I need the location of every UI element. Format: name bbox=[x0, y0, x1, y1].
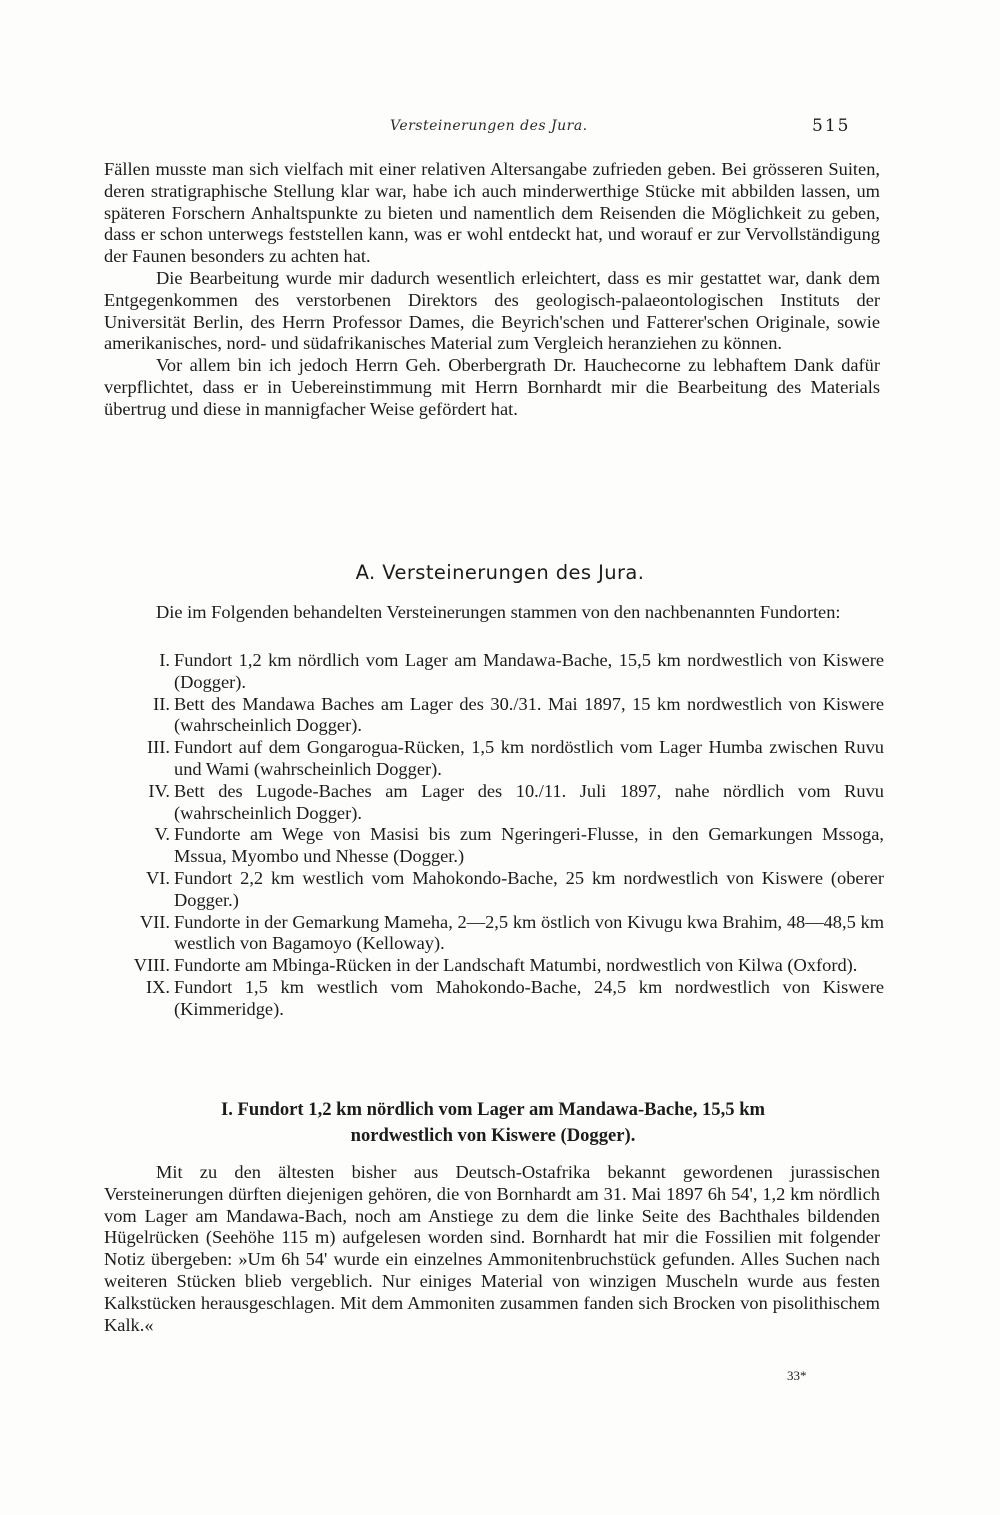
localities-list bbox=[104, 650, 884, 1021]
list-item-text: Fundort 1,5 km westlich vom Mahokondo-Bache, 24,5 km nordwestlich von Kiswere (Kimmeridge). bbox=[174, 976, 884, 1019]
list-item-text: Bett des Lugode-Baches am Lager des 10./11. Juli 1897, nahe nördlich vom Ruvu (wahrscheinlich Dogger). bbox=[174, 780, 884, 823]
list-item-text: Fundorte am Wege von Masisi bis zum Ngeringeri-Flusse, in den Gemarkungen Mssoga, Mssua, Myombo und Nhesse (Dogger.) bbox=[174, 824, 884, 867]
section-i-text bbox=[104, 1162, 880, 1336]
list-item-number: V. bbox=[154, 824, 170, 845]
intro-paragraph-1: Fällen musste man sich vielfach mit einer relativen Altersangabe zufrieden geben. Bei grösseren Suiten, deren stratigraphische Stellung klar war, habe ich auch minderwerthige Stücke mit abbilden lassen, um späteren Forschern Anhaltspunkte zu bieten und namentlich dem Reisenden die Möglichkeit zu geben, dass er schon unterwegs feststellen kann, was er wohl entdeckt hat, und worauf er zur Vervollständigung der Faunen besonders zu achten hat. bbox=[104, 159, 880, 267]
section-heading-a: A. Versteinerungen des Jura. bbox=[355, 561, 645, 584]
list-item-text: Fundort 1,2 km nördlich vom Lager am Mandawa-Bache, 15,5 km nordwestlich von Kiswere (Dogger). bbox=[174, 650, 884, 692]
list-item bbox=[104, 650, 884, 694]
page-number: 515 bbox=[812, 116, 851, 136]
intro-text bbox=[104, 159, 880, 421]
localities-intro-paragraph: Die im Folgenden behandelten Versteinerungen stammen von den nachbenannten Fundorten: bbox=[156, 602, 841, 622]
list-item bbox=[104, 912, 884, 956]
list-item-text: Fundort 2,2 km westlich vom Mahokondo-Bache, 25 km nordwestlich von Kiswere (oberer Dogger.) bbox=[174, 867, 884, 910]
list-item-number: VII. bbox=[139, 911, 170, 932]
list-item bbox=[104, 955, 884, 977]
subsection-heading-line-2: nordwestlich von Kiswere (Dogger). bbox=[350, 1125, 636, 1146]
intro-paragraph-2: Die Bearbeitung wurde mir dadurch wesentlich erleichtert, dass es mir gestattet war, dank dem Entgegenkommen des verstorbenen Direktors des geologisch-palaeontologischen Instituts der Universität Berlin, des Herrn Professor Dames, die Beyrich'schen und Fatterer'schen Originale, sowie amerikanisches, nord- und südafrikanisches Material zum Vergleich heranziehen zu können. bbox=[104, 267, 880, 354]
list-item-number: IX. bbox=[145, 976, 170, 997]
running-head bbox=[0, 118, 1000, 142]
subsection-heading-i bbox=[104, 1097, 882, 1149]
list-item-text: Bett des Mandawa Baches am Lager des 30./31. Mai 1897, 15 km nordwestlich von Kiswere (wahrscheinlich Dogger). bbox=[174, 693, 884, 736]
list-item bbox=[104, 824, 884, 868]
signature-mark: 33* bbox=[787, 1368, 807, 1383]
list-item bbox=[104, 781, 884, 825]
list-item-number: III. bbox=[147, 737, 170, 758]
list-item bbox=[104, 737, 884, 781]
list-item-number: VI. bbox=[145, 867, 170, 888]
list-item-number: VIII. bbox=[133, 955, 170, 976]
list-item-text: Fundort auf dem Gongarogua-Rücken, 1,5 km nordöstlich vom Lager Humba zwischen Ruvu und Wami (wahrscheinlich Dogger). bbox=[174, 737, 884, 779]
list-item-text: Fundorte am Mbinga-Rücken in der Landschaft Matumbi, nordwestlich von Kilwa (Oxford). bbox=[174, 955, 858, 976]
subsection-heading-line-1: I. Fundort 1,2 km nördlich vom Lager am Mandawa-Bache, 15,5 km bbox=[220, 1099, 766, 1120]
list-item-number: II. bbox=[153, 693, 170, 714]
localities-intro bbox=[104, 602, 880, 624]
intro-paragraph-3: Vor allem bin ich jedoch Herrn Geh. Oberbergrath Dr. Hauchecorne zu lebhaftem Dank dafür verpflichtet, dass er in Uebereinstimmung mit Herrn Bornhardt mir die Bearbeitung des Materials übertrug und diese in mannigfacher Weise gefördert hat. bbox=[104, 355, 880, 419]
list-item-text: Fundorte in der Gemarkung Mameha, 2—2,5 km östlich von Kivugu kwa Brahim, 48—48,5 km westlich von Bagamoyo (Kelloway). bbox=[174, 911, 884, 954]
list-item-number: I. bbox=[159, 650, 170, 670]
list-item bbox=[104, 694, 884, 738]
running-title: Versteinerungen des Jura. bbox=[390, 118, 588, 134]
list-item-number: IV. bbox=[148, 780, 170, 801]
list-item bbox=[104, 868, 884, 912]
section-i-paragraph: Mit zu den ältesten bisher aus Deutsch-Ostafrika bekannt gewordenen jurassischen Versteinerungen dürften diejenigen gehören, die von Bornhardt am 31. Mai 1897 6h 54', 1,2 km nördlich vom Lager am Mandawa-Bach, noch am Anstiege zu dem die linke Seite des Bachthales bildenden Hügelrücken (Seehöhe 115 m) aufgelesen worden sind. Bornhardt hat mir die Fossilien mit folgender Notiz übergeben: »Um 6h 54' wurde ein einzelnes Ammonitenbruchstück gefunden. Alles Suchen nach weiteren Stücken blieb vergeblich. Nur einiges Material von winzigen Muscheln wurde aus festen Kalkstücken herausgeschlagen. Mit dem Ammoniten zusammen fanden sich Brocken von pisolithischem Kalk.« bbox=[104, 1162, 880, 1335]
list-item bbox=[104, 977, 884, 1021]
